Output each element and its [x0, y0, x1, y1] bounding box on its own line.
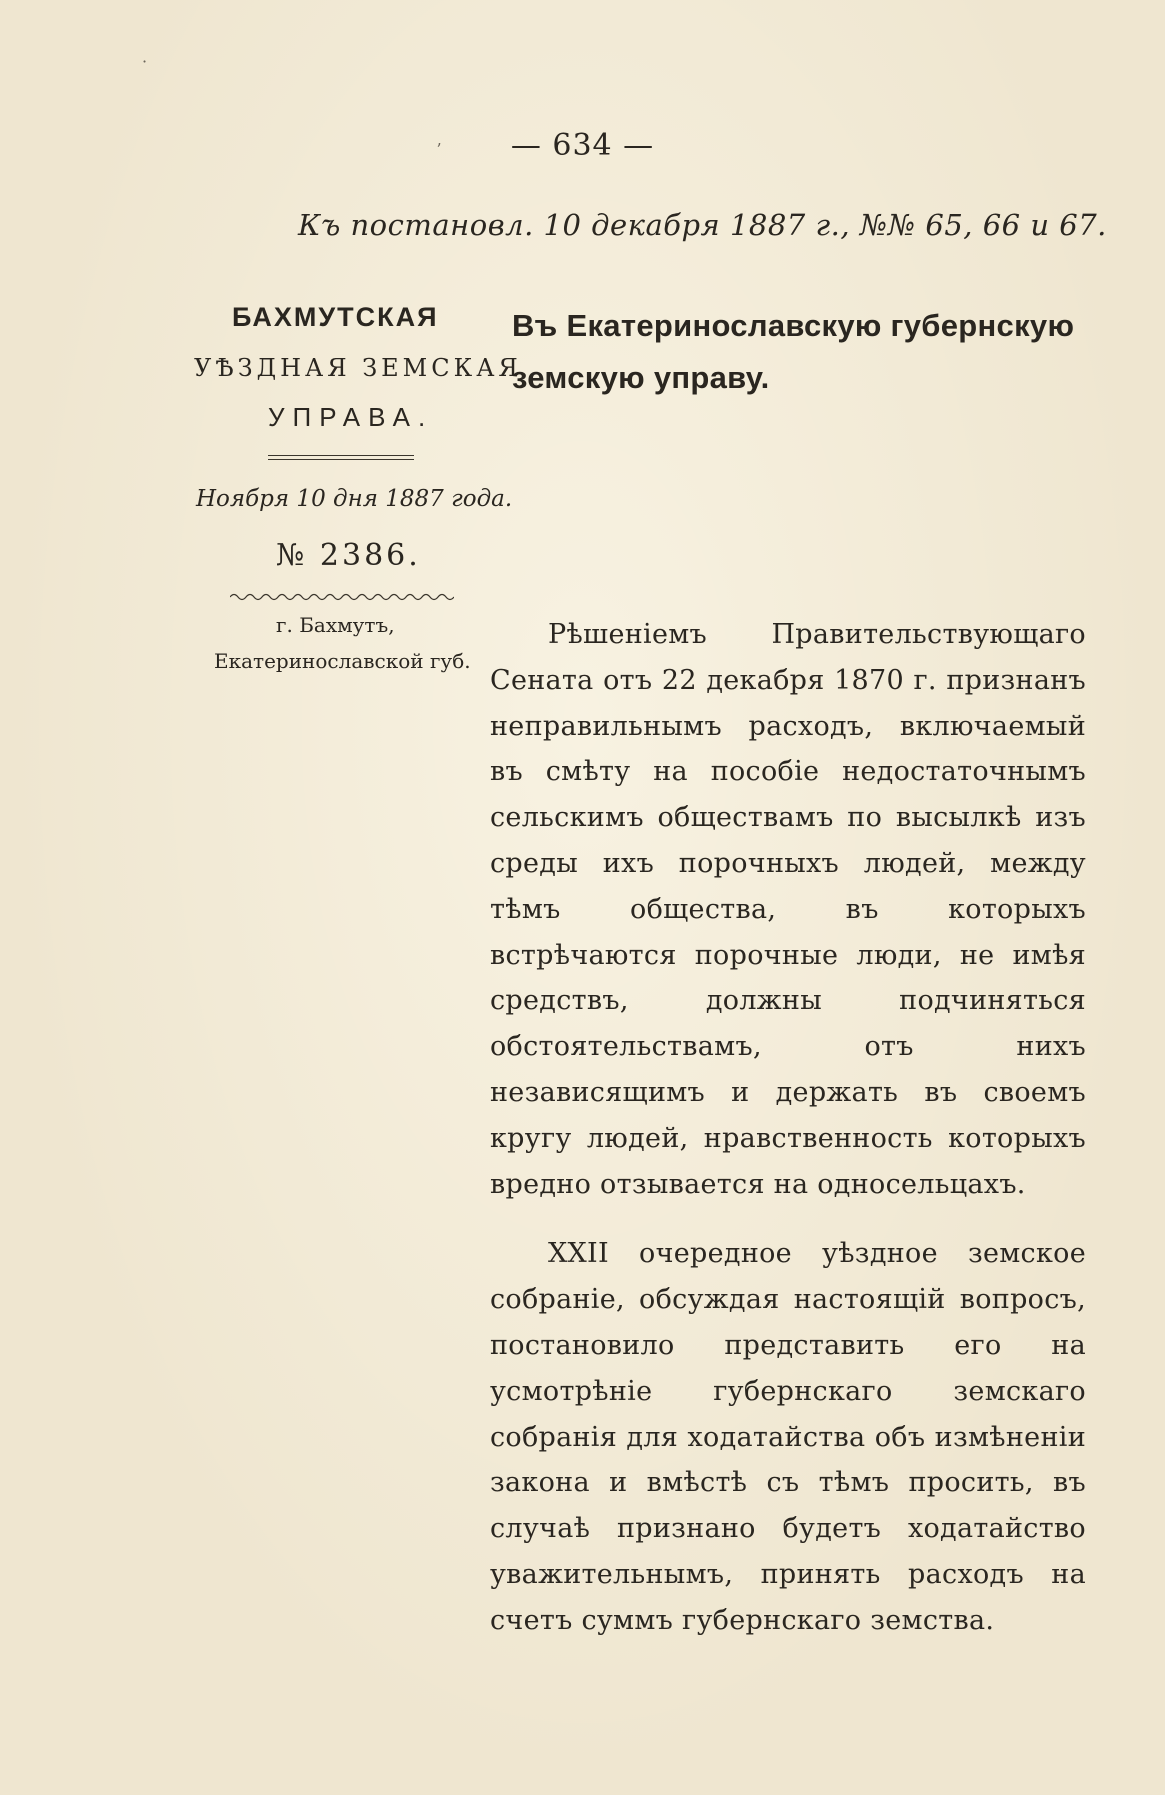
sender-divider	[268, 455, 414, 460]
recipient-line-1: Въ Екатеринославскую губернскую	[512, 308, 1075, 343]
sender-name: БАХМУТСКАЯ	[232, 302, 439, 332]
document-date: Ноября 10 дня 1887 года.	[196, 486, 513, 512]
page-number: — 634 —	[510, 128, 655, 163]
document-number: № 2386.	[276, 538, 421, 573]
recipient-block	[512, 300, 1092, 404]
stray-mark: ʼ	[436, 140, 442, 159]
decree-reference: Къ постановл. 10 декабря 1887 г., №№ 65, 66 и 67.	[298, 208, 1107, 242]
paragraph-1: Рѣшеніемъ Правительствующаго Сената отъ 22 декабря 1870 г. признанъ неправильнымъ расходъ, включаемый въ смѣту на пособіе недостаточнымъ сельскимъ обществамъ по высылкѣ изъ среды ихъ порочныхъ людей, между тѣмъ общества, въ которыхъ встрѣчаются порочные люди, не имѣя средствъ, должны подчиняться обстоятельствамъ, отъ нихъ независящимъ и держать въ своемъ кругу людей, нравственность которыхъ вредно отзывается на односельцахъ.	[490, 619, 1086, 1200]
recipient-line-2: земскую управу.	[512, 360, 770, 395]
sender-subtitle: УѢЗДНАЯ ЗЕМСКАЯ	[194, 354, 522, 382]
body-text	[490, 612, 1086, 1644]
place-city: г. Бахмутъ,	[276, 613, 395, 637]
stray-mark: ·	[142, 52, 148, 71]
paragraph-2: XXII очередное уѣздное земское собраніе, обсуждая настоящій вопросъ, постановило представить его на усмотрѣніе губернскаго земскаго собранія для ходатайства объ измѣненіи закона и вмѣстѣ съ тѣмъ просить, въ случаѣ признано будетъ ходатайство уважительнымъ, принять расходъ на счетъ суммъ губернскаго земства.	[490, 1238, 1086, 1636]
place-province: Екатеринославской губ.	[214, 649, 471, 673]
wavy-divider	[230, 592, 454, 602]
sender-subtitle-2: УПРАВА.	[268, 402, 434, 432]
